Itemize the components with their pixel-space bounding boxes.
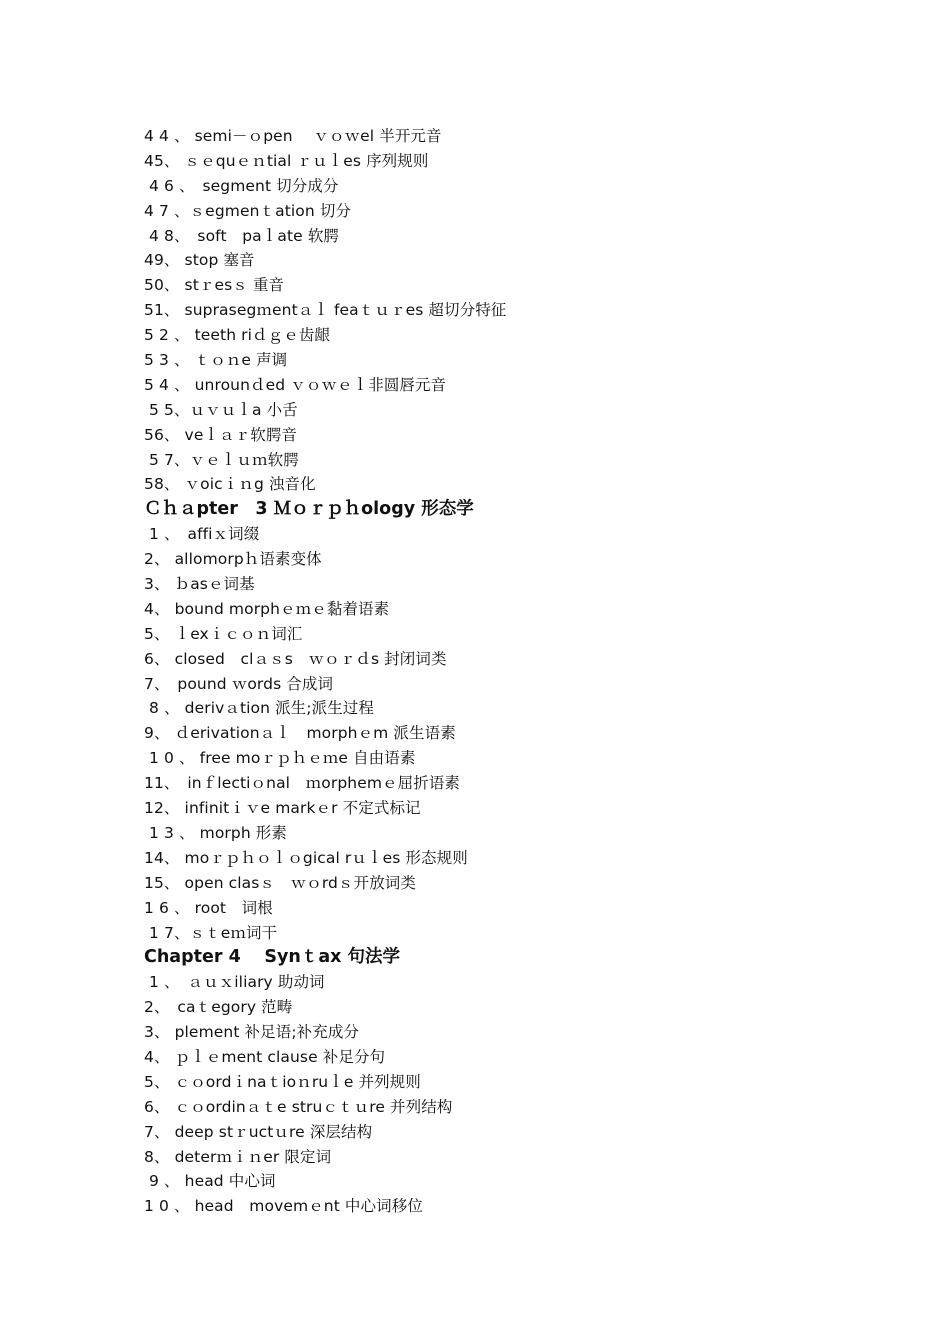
phonology-term-list [144, 124, 904, 497]
glossary-entry: 5 3 、 ｔｏｎe 声调 [144, 351, 288, 370]
glossary-entry: 15、 open clasｓ ｗｏrdｓ开放词类 [144, 873, 417, 892]
glossary-entry: 1 、 affiｘ词缀 [144, 525, 260, 544]
syntax-term-list [144, 970, 904, 1219]
glossary-entry: 6、 ｃｏordinａｔe struｃｔｕre 并列结构 [144, 1097, 453, 1116]
glossary-entry: 1 7、ｓｔeｍ词干 [144, 923, 278, 942]
glossary-entry: 45、 ｓｅquｅｎtial ｒｕｌes 序列规则 [144, 151, 429, 170]
glossary-entry: 1 6 、 root 词根 [144, 898, 273, 917]
glossary-entry: 49、 stop 塞音 [144, 251, 255, 270]
glossary-entry: 8、 deterｍｉｎer 限定词 [144, 1147, 332, 1166]
glossary-entry: 14、 moｒｐｈｏｌｏgical rｕｌes 形态规则 [144, 848, 468, 867]
glossary-entry: 6、 closed clａｓs ｗｏｒｄs 封闭词类 [144, 649, 447, 668]
glossary-entry: 5、 ｃｏordｉnaｔioｎruｌe 并列规则 [144, 1072, 421, 1091]
chapter-3-heading: Ｃｈａpter 3 Ｍｏｒｐｈology 形态学 [144, 499, 474, 520]
glossary-entry: 2、 allomorpｈ语素变体 [144, 550, 322, 569]
glossary-entry: 4、 bound morphｅｍｅ黏着语素 [144, 599, 390, 618]
chapter-4-heading: Chapter 4 Synｔax 句法学 [144, 947, 401, 968]
glossary-entry: 5 2 、 teeth riｄｇｅ齿龈 [144, 326, 331, 345]
glossary-entry: 50、 stｒesｓ 重音 [144, 276, 285, 295]
glossary-entry: 7、 pound ｗords 合成词 [144, 674, 334, 693]
glossary-entry: 12、 infinitｉｖe markｅr 不定式标记 [144, 799, 421, 818]
glossary-entry: 4、 ｐｌｅment clause 补足分句 [144, 1047, 386, 1066]
glossary-entry: 11、 inｆlectiｏnal ｍorphemｅ屈折语素 [144, 774, 461, 793]
glossary-entry: 3、 plement 补足语;补充成分 [144, 1023, 360, 1042]
glossary-entry: 4 8、 soft paｌate 软腭 [144, 226, 340, 245]
glossary-entry: 1 0 、 head movemｅnt 中心词移位 [144, 1197, 423, 1216]
glossary-entry: 4 4 、 semi－ｏpen ｖｏｗel 半开元音 [144, 127, 442, 145]
glossary-entry: 2、 caｔegory 范畴 [144, 998, 293, 1017]
glossary-entry: 1 3 、 morph 形素 [144, 823, 287, 842]
document-page [144, 124, 904, 1219]
glossary-entry: 58、 ｖoicｉｎg 浊音化 [144, 475, 316, 494]
glossary-entry: 5、 ｌexｉｃｏｎ词汇 [144, 624, 303, 643]
glossary-entry: 51、 suprasegｍentａｌ feaｔｕｒes 超切分特征 [144, 301, 507, 320]
glossary-entry: 5 5、ｕｖｕｌa 小舌 [144, 400, 298, 419]
glossary-entry: 4 6 、 segment 切分成分 [144, 176, 339, 195]
morphology-term-list [144, 522, 904, 945]
glossary-entry: 5 4 、 unrounｄed ｖｏｗｅｌ非圆唇元音 [144, 375, 447, 394]
glossary-entry: 8 、 derivａtion 派生;派生过程 [144, 699, 375, 718]
glossary-entry: 5 7、ｖｅｌｕｍ软腭 [144, 450, 299, 469]
glossary-entry: 7、 deep stｒuctｕre 深层结构 [144, 1122, 373, 1141]
glossary-entry: 56、 veｌａｒ软腭音 [144, 425, 298, 444]
glossary-entry: 1 0 、 free moｒｐｈｅｍe 自由语素 [144, 749, 416, 768]
glossary-entry: 4 7 、ｓegmenｔation 切分 [144, 201, 352, 220]
glossary-entry: 1 、 ａｕｘiliary 助动词 [144, 973, 325, 992]
glossary-entry: 3、 ｂasｅ词基 [144, 575, 255, 594]
glossary-entry: 9、 ｄerivationａｌ morphｅm 派生语素 [144, 724, 456, 743]
glossary-entry: 9 、 head 中心词 [144, 1172, 276, 1191]
